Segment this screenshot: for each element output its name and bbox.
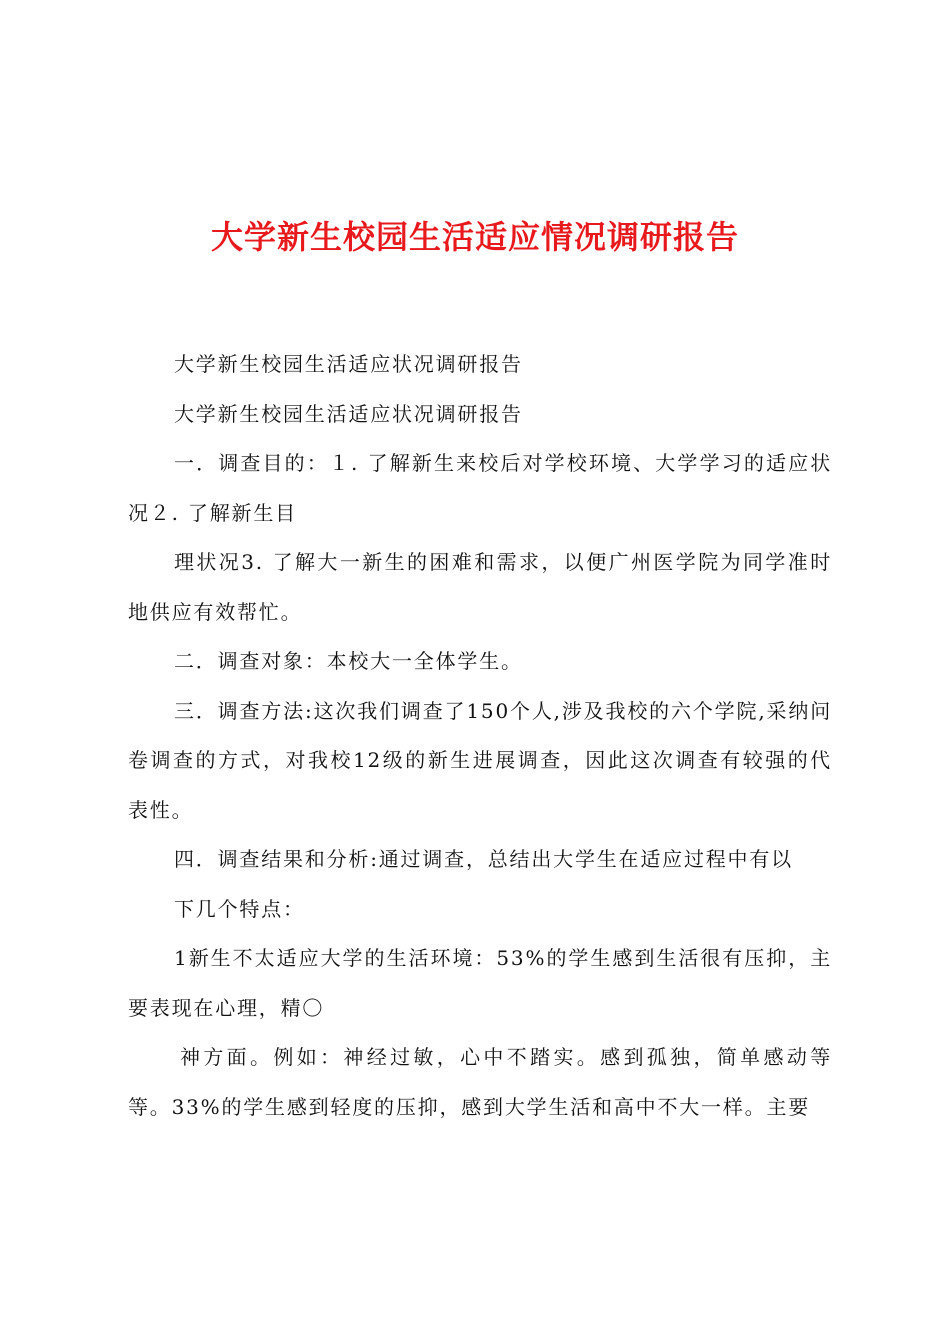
paragraph-point-1-cont: 神方面。例如：神经过敏，心中不踏实。感到孤独，简单感动等等。33%的学生感到轻度的压抑，感到大学生活和高中不大一样。主要 [128, 1045, 832, 1119]
paragraph-method: 三．调查方法:这次我们调查了150个人,涉及我校的六个学院,采纳问卷调查的方式，对我校12级的新生进展调查，因此这次调查有较强的代表性。 [128, 698, 832, 822]
paragraph-2: 大学新生校园生活适应状况调研报告 [174, 401, 523, 426]
document-title: 大学新生校园生活适应情况调研报告 [210, 218, 739, 256]
paragraph-point-1: 1新生不太适应大学的生活环境：53%的学生感到生活很有压抑，主要表现在心理，精〇 [128, 946, 832, 1020]
paragraph-results-cont: 下几个特点： [174, 896, 305, 921]
paragraph-1: 大学新生校园生活适应状况调研报告 [174, 352, 523, 376]
paragraph-subjects: 二．调查对象：本校大一全体学生。 [174, 649, 523, 673]
paragraph-results: 四．调查结果和分析:通过调查，总结出大学生在适应过程中有以 [174, 847, 793, 871]
document-body [128, 340, 832, 1132]
paragraph-purpose-cont: 理状况3. 了解大一新生的困难和需求，以便广州医学院为同学准时地供应有效帮忙。 [128, 550, 832, 624]
paragraph-purpose: 一．调查目的：１. 了解新生来校后对学校环境、大学学习的适应状况２. 了解新生目 [128, 451, 832, 525]
